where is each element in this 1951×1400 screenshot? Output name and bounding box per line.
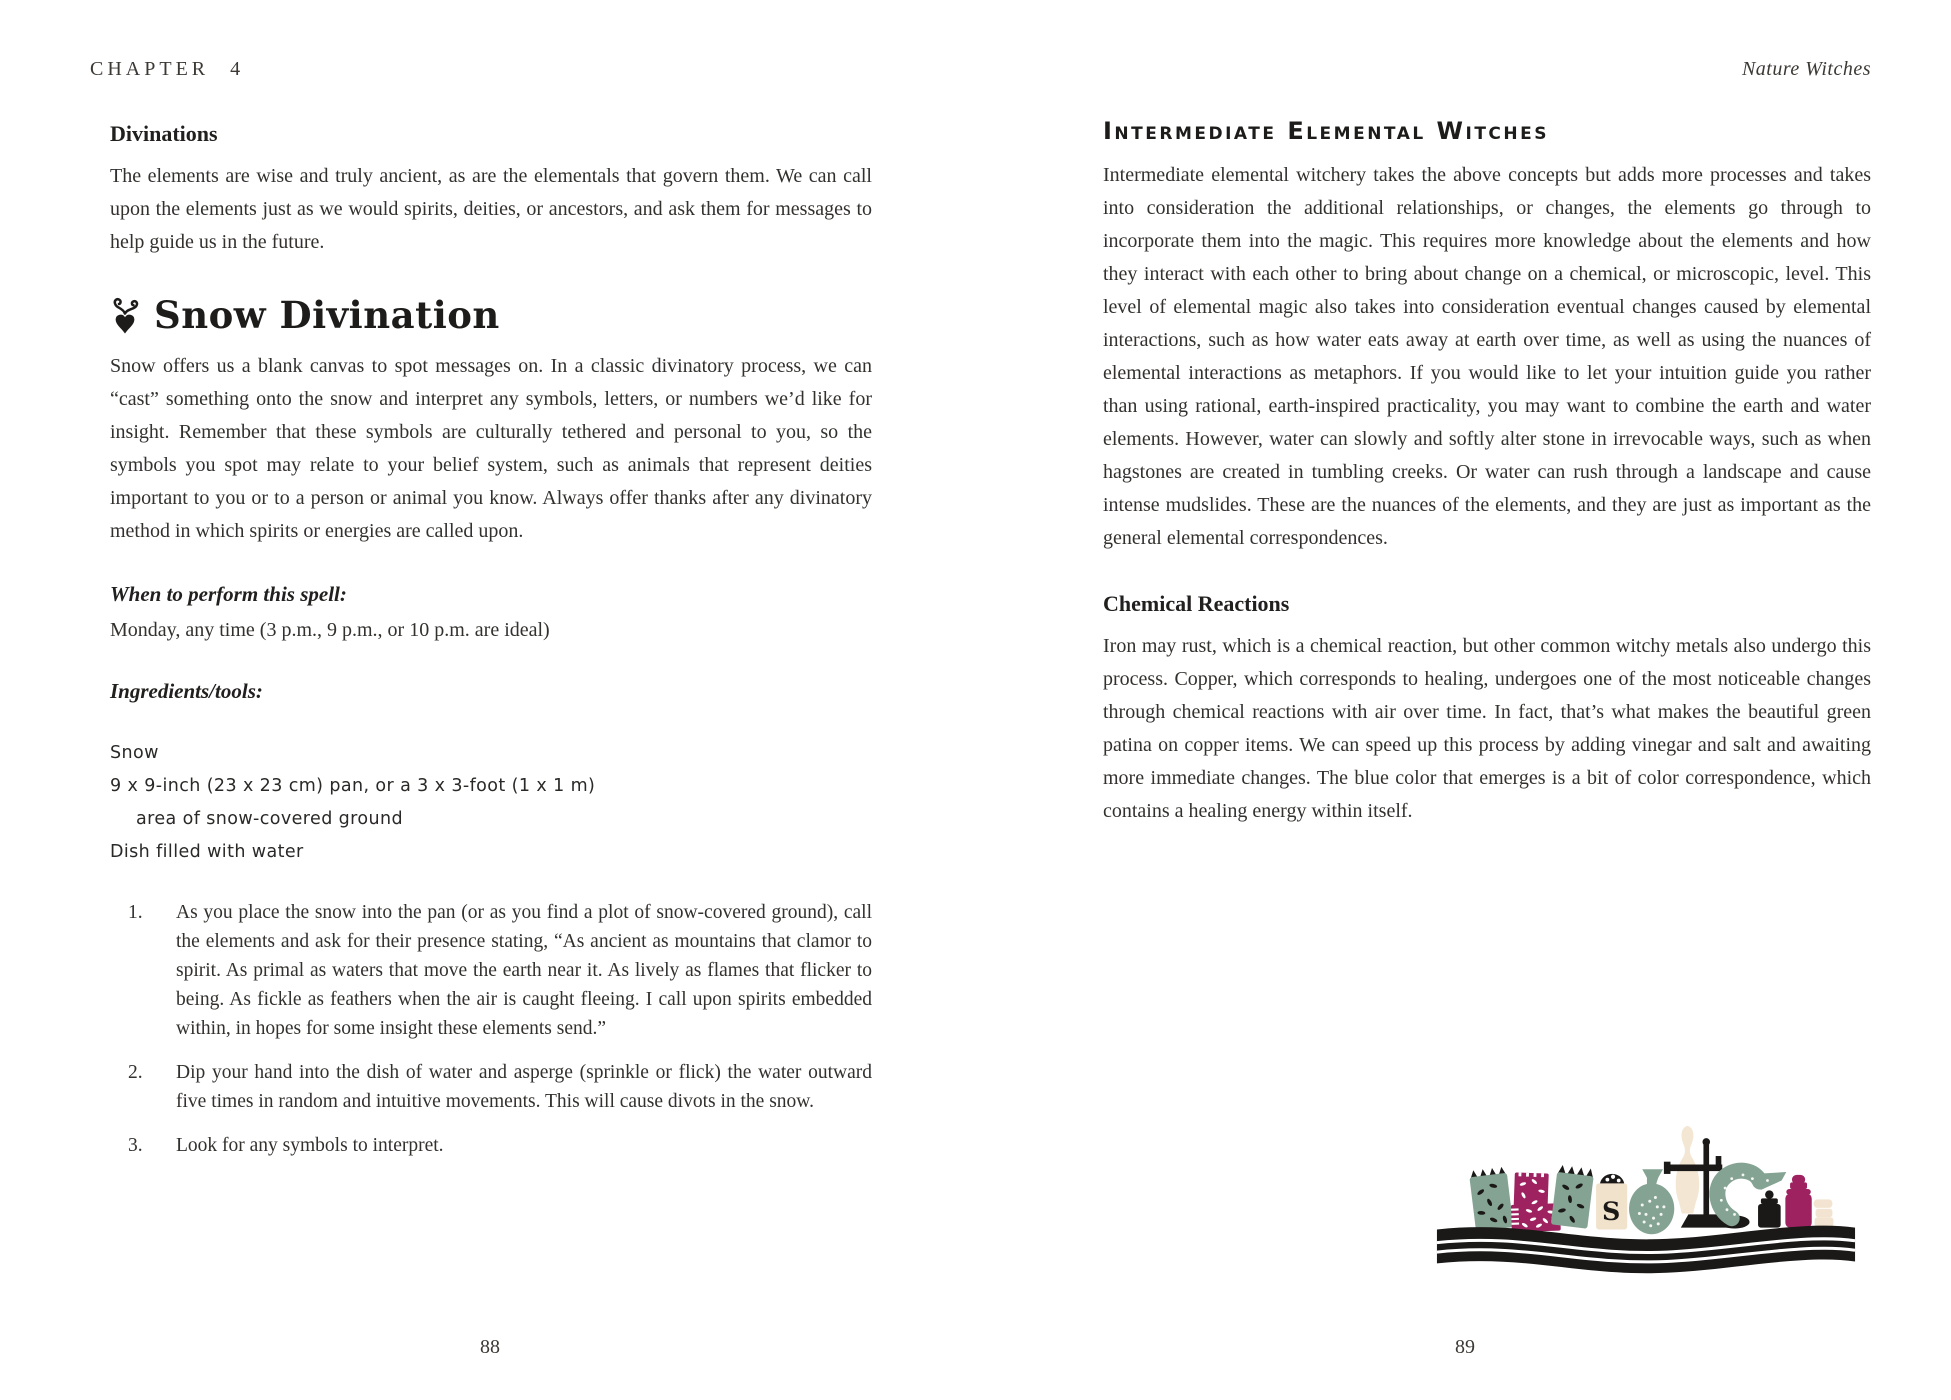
spell-intro: Snow offers us a blank canvas to spot messages on. In a classic divinatory process, we can “cast” something onto the snow and interpret any symbols, letters, or numbers we’d like for insight. Remember that these symbols are culturally tethered and personal to you, so the symbols you spot may relate to your belief system, such as animals that represent deities important to you or to a person or animal you know. Always offer thanks after any divinatory method in which spirits or energies are called upon. [110, 355, 872, 542]
ingredient-item-continuation: area of snow-covered ground [136, 809, 403, 829]
intermediate-heading: Intermediate Elemental Witches [1103, 117, 1549, 145]
green-jar-icon [1551, 1164, 1595, 1228]
ingredient-item: 9 x 9-inch (23 x 23 cm) pan, or a 3 x 3-foot (1 x 1 m) [110, 776, 596, 796]
chemical-reactions-heading: Chemical Reactions [1103, 591, 1290, 616]
running-head: Nature Witches [1741, 58, 1871, 80]
ingredients-label: Ingredients/tools: [110, 679, 263, 703]
spell-steps-list [110, 898, 872, 1160]
step-text: As you place the snow into the pan (or as you find a plot of snow-covered ground), call the elements and ask for their presence stating, “As ancient as mountains that clamor to spirit. As primal as waters that move the earth near it. As lively as flames that flicker to being. As fickle as feathers when the air is caught fleeing. I call upon spirits embedded within, in hopes for some insight these elements send.” [176, 902, 872, 1039]
chemical-reactions-body: Iron may rust, which is a chemical reaction, but other common witchy metals also undergo this process. Copper, which corresponds to healing, undergoes one of the most noticeable changes through chemical reactions with air over time. In fact, that’s what makes the beautiful green patina on copper items. We can speed up this process by adding vinegar and salt and awaiting more immediate changes. The blue color that emerges is a bit of color correspondence, which contains a healing energy within itself. [1103, 635, 1871, 822]
when-to-perform-value: Monday, any time (3 p.m., 9 p.m., or 10 p.m. are ideal) [110, 619, 550, 641]
divinations-body: The elements are wise and truly ancient, as are the elementals that govern them. We can call upon the elements just as we would spirits, deities, or ancestors, and ask them for messages to help guide us in the future. [110, 165, 872, 253]
page-number-left: 88 [480, 1336, 500, 1358]
divinations-heading: Divinations [110, 121, 218, 146]
spell-title: Snow Divination [154, 293, 500, 337]
when-to-perform-label: When to perform this spell: [110, 582, 347, 606]
spell-step [128, 1131, 872, 1160]
step-number: 3. [128, 1135, 143, 1156]
spell-title-row [110, 293, 872, 337]
black-jar-icon [1758, 1190, 1781, 1227]
chapter-label: CHAPTER 4 [90, 58, 245, 80]
spell-step [128, 898, 872, 1043]
step-number: 2. [128, 1062, 143, 1083]
step-number: 1. [128, 902, 143, 923]
spell-step [128, 1058, 872, 1116]
fleuron-ornament-icon [110, 296, 140, 334]
green-vase-icon [1629, 1169, 1674, 1234]
ingredient-item: Snow [110, 743, 159, 763]
green-jar-icon [1469, 1166, 1514, 1231]
page-number-right: 89 [1455, 1336, 1475, 1358]
page-right [1103, 58, 1871, 828]
apothecary-shelf-illustration [1420, 1120, 1872, 1290]
page-left [90, 58, 872, 1175]
salt-shaker-icon [1596, 1174, 1627, 1230]
step-text: Dip your hand into the dish of water and asperge (sprinkle or flick) the water outward five times in random and intuitive movements. This will cause divots in the snow. [176, 1062, 872, 1112]
cream-dishes-icon [1814, 1199, 1834, 1226]
magenta-bottle-icon [1785, 1175, 1811, 1228]
ingredient-item: Dish filled with water [110, 842, 304, 862]
intermediate-body: Intermediate elemental witchery takes the above concepts but adds more processes and takes into consideration the additional relationships, or changes, the elements go through to incorporate them into the magic. This requires more knowledge about the elements and how they interact with each other to bring about change on a chemical, or microscopic, level. This level of elemental magic also takes into consideration eventual changes caused by elemental interactions, such as how water eats away at earth over time, as well as using the nuances of elemental interactions as metaphors. If you would like to let your intuition guide you rather than using rational, earth-inspired practicality, you may want to combine the earth and water elements. However, water can slowly and softly alter stone in irrevocable ways, such as when hagstones are created in tumbling creeks. Or water can rush through a landscape and cause intense mudslides. These are the nuances of the elements, and they are just as important as the general elemental correspondences. [1103, 164, 1871, 549]
ingredients-list [110, 744, 872, 862]
salt-letter: S [1601, 1196, 1621, 1227]
step-text: Look for any symbols to interpret. [176, 1135, 444, 1156]
